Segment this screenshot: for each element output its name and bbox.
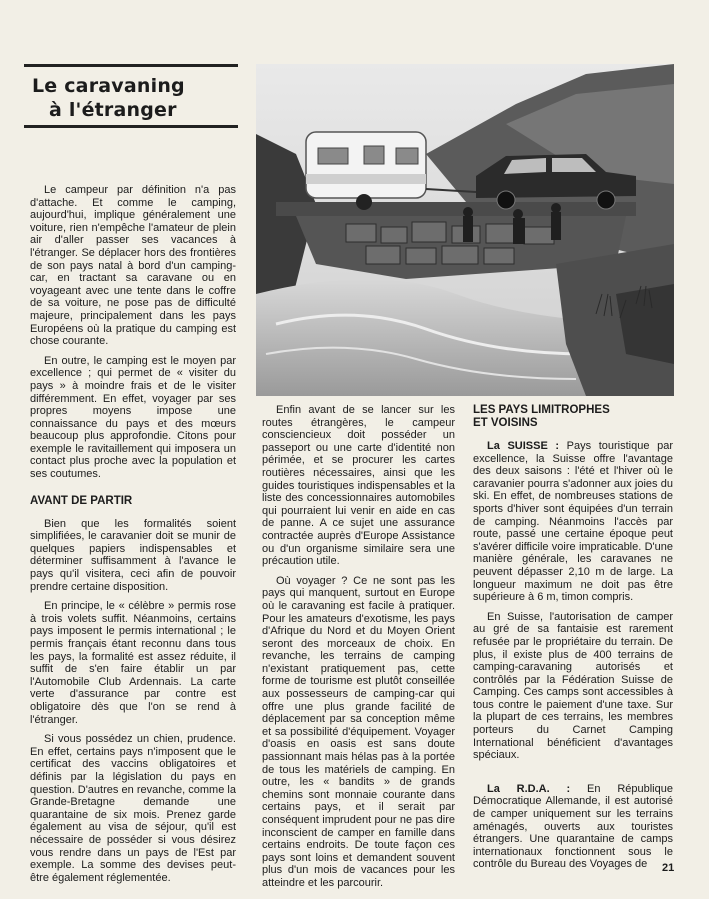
depart-paragraph-2: En principe, le « célèbre » permis rose à trois volets suffit. Néanmoins, certains pays imposent le permis international ; le permis français étant reconnu dans tous les pays, la formalité est assez réduite, il suffit de s'en faire établir un par l'Automobile Club Ardennais. La carte verte d'assurance par contre est obligatoire dès que l'on se rend à l'étranger. bbox=[30, 600, 236, 726]
suisse-lead: La SUISSE : bbox=[487, 440, 560, 452]
title-line-1: Le caravaning bbox=[32, 75, 185, 97]
page-number: 21 bbox=[662, 862, 675, 874]
article-title bbox=[32, 74, 238, 122]
suisse-paragraph-2: En Suisse, l'autorisation de camper au gré de sa fantaisie est rarement refusée par le propriétaire du terrain. De plus, il existe plus de 400 terrains de camping-caravaning autorisés et contrôlés par la Fédération Suisse de Camping. Ces camps sont accessibles à tous contre le paiement d'une taxe. Sur la plupart de ces terrains, les membres porteurs du Carnet Camping International bénéficient d'avantages spéciaux. bbox=[473, 610, 673, 762]
heading-line-2: ET VOISINS bbox=[473, 417, 538, 429]
column-3 bbox=[473, 404, 673, 878]
column2-paragraph-2: Où voyager ? Ce ne sont pas les pays qui manquent, surtout en Europe où le caravaning est facile à pratiquer. Pour les amateurs d'exotisme, les pays d'Afrique du Nord et du Moyen Orient seront des morceaux de choix. En revanche, les terrains de camping n'existant pratiquement pas, cette forme de tourisme est plutôt conseillée aux possesseurs de camping-car qui offre une plus grande facilité de déplacement par sa conception même et sa possibilité d'équipement. Voyager d'oasis en oasis est sans doute passionnant mais hélas pas à la portée de tous les matériels de camping. En outre, les « bandits » de grands chemins sont monnaie courante dans certains pays, et il serait par conséquent imprudent pour ne pas dire inconscient de camper en famille dans certains endroits. De toute façon ces pays sont loins et demandent souvent plus d'un mois de vacances pour les atteindre et les parcourir. bbox=[262, 574, 455, 889]
intro-paragraph-2: En outre, le camping est le moyen par excellence ; qui permet de « visiter du pays » à moindre frais et de le visiter différemment. En effet, voyager par ses propres moyens impose une connaissance du pays et des mœurs beaucoup plus approfondie. Citons pour exemple le ravitaillement qui imposera un contact plus proche avec la population et ses coutumes. bbox=[30, 354, 236, 481]
intro-paragraph-1: Le campeur par définition n'a pas d'attache. Et comme le camping, aujourd'hui, implique généralement une voiture, rien n'empêche l'amateur de plein air d'aller passer ses vacances à l'étranger. Se déplacer hors des frontières de son pays natal à bord d'un camping-car, en tractant sa caravane ou en voyageant avec une tente dans le coffre de sa voiture, ne pose pas de difficulté majeure, principalement dans les pays Européens où la pratique du camping est chose courante. bbox=[30, 184, 236, 348]
depart-paragraph-1: Bien que les formalités soient simplifiées, le caravanier doit se munir de quelques papiers indispensables et déterminer suffisamment à l'avance le pays qu'il visitera, ceci afin de pouvoir prendre certaine disposition. bbox=[30, 517, 236, 593]
article-title-box bbox=[24, 64, 238, 128]
rda-lead: La R.D.A. : bbox=[487, 782, 571, 795]
column2-paragraph-1: Enfin avant de se lancer sur les routes étrangères, le campeur consciencieux doit posséder un passeport ou une carte d'identité non périmée, et se procurer les cartes routières nécessaires, ainsi que les guides touristiques indispensables et la liste des concessionnaires automobiles qui pourraient lui venir en aide en cas de panne. A ce sujet une assurance contractée auprès d'Europe Assistance ou d'un organisme similaire sera une précaution utile. bbox=[262, 404, 455, 568]
section-heading-avant-de-partir: AVANT DE PARTIR bbox=[30, 494, 133, 507]
caravan-photo bbox=[256, 64, 674, 396]
rda-text: En République Démocratique Allemande, il est autorisé de camper uniquement sur les terrains aménagés, ouverts aux touristes étrangers. Une quarantaine de camps internationaux fonctionnent sous le contrôle du Bureau des Voyages de bbox=[473, 782, 673, 871]
heading-line-1: LES PAYS LIMITROPHES bbox=[473, 404, 610, 416]
rda-paragraph bbox=[473, 783, 673, 871]
column-1 bbox=[30, 184, 236, 891]
section-heading-pays-limitrophes bbox=[473, 404, 673, 430]
column-2 bbox=[262, 404, 455, 897]
depart-paragraph-3: Si vous possédez un chien, prudence. En effet, certains pays n'imposent que le certificat des vaccins obligatoires et définis par la législation du pays en question. D'autres en revanche, comme la Grande-Bretagne demande une quarantaine de six mois. Prenez garde également au visa de séjour, qu'il est nécessaire de posséder si vous désirez vous rendre dans un pays de l'Est par exemple. La somme des devises peut-être également réglementée. bbox=[30, 733, 236, 884]
title-line-2: à l'étranger bbox=[49, 99, 177, 121]
caravan-photo-illustration bbox=[256, 64, 674, 396]
suisse-paragraph-1 bbox=[473, 440, 673, 604]
suisse-text: Pays touristique par excellence, la Suisse offre l'avantage des deux saisons : l'été et l'hiver où le caravanier pourra s'adonner aux joies du ski. En effet, de nombreuses stations de sports d'hiver sont équipées d'un terrain de camping. Néanmoins l'accès par route, passé une certaine époque peut s'avérer difficile voire impraticable. D'une manière générale, les caravanes ne peuvent dépasser 2,10 m de large. La longueur maximum ne doit pas être supérieure à 6 m, timon compris. bbox=[473, 440, 673, 604]
